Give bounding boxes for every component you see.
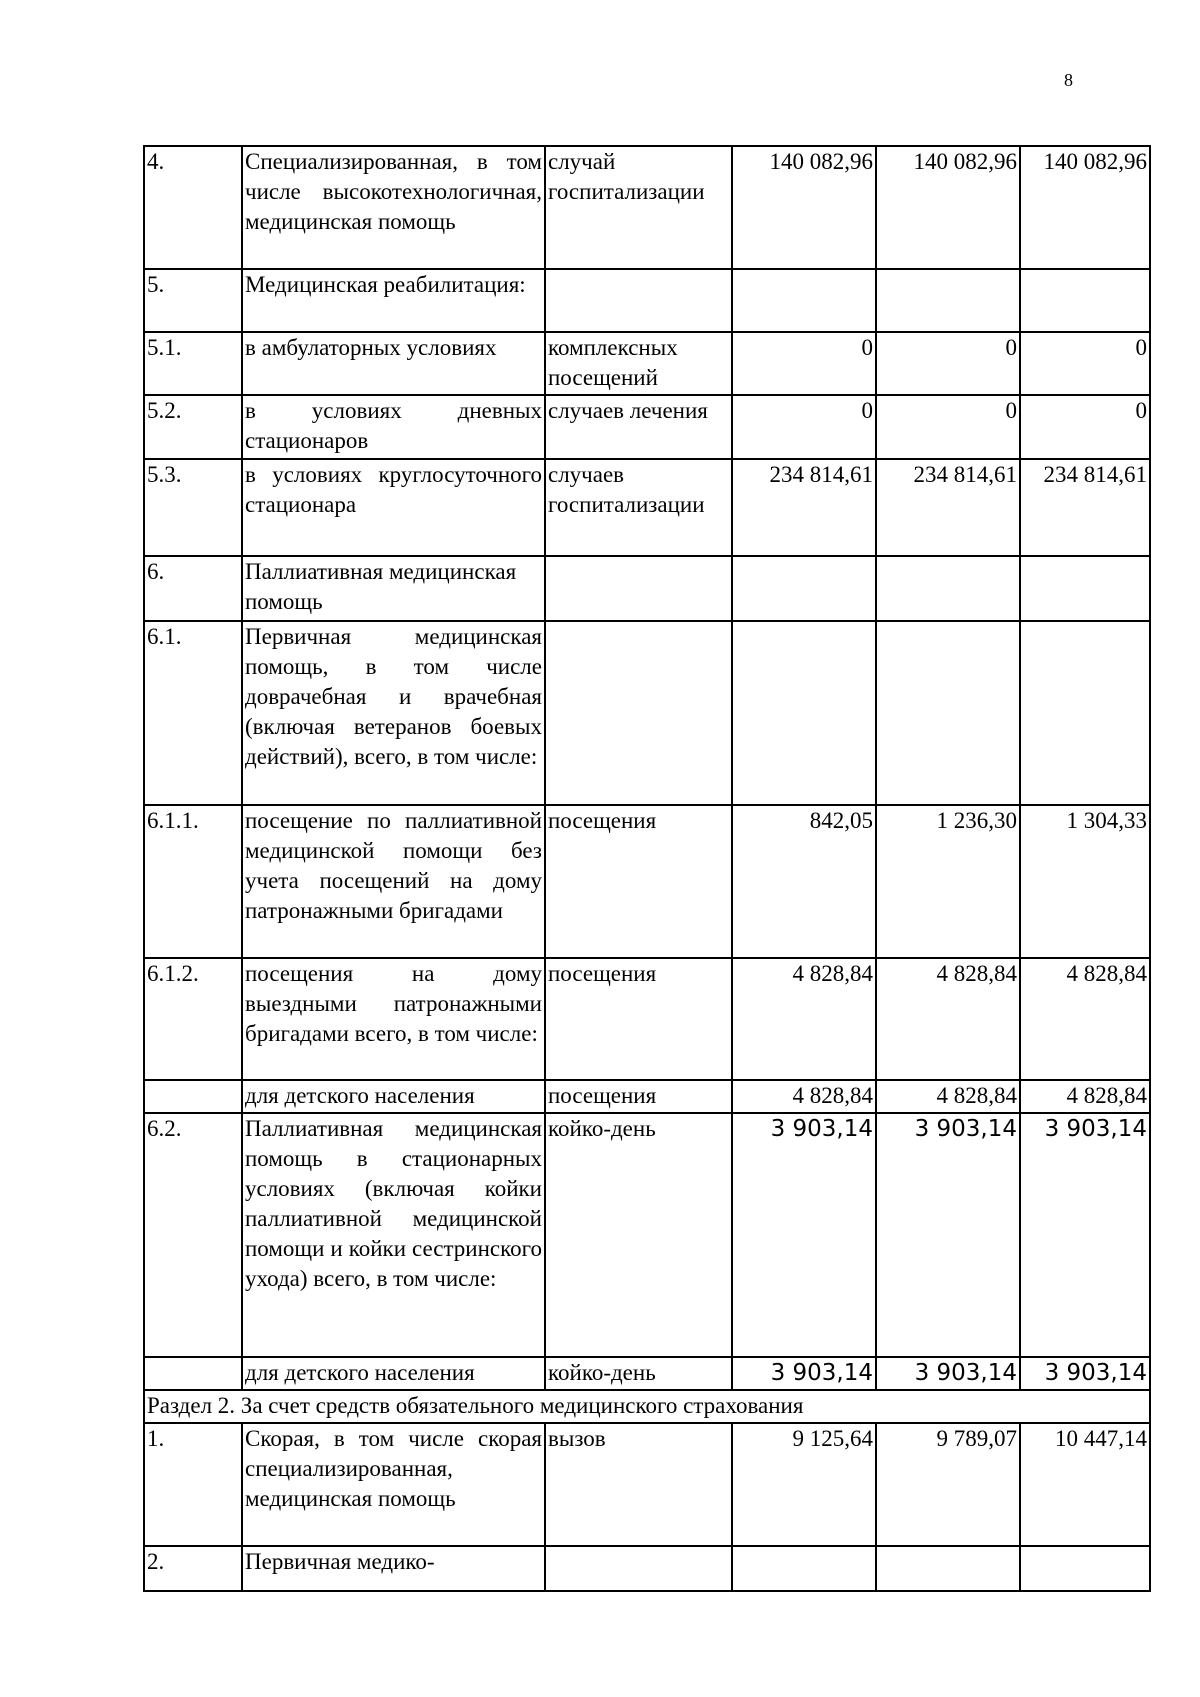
table-row: [144, 1080, 1150, 1113]
row-unit: случай госпитализации: [545, 146, 732, 269]
row-description: посещения на дому выездными патронажными бригадами всего, в том числе:: [242, 958, 545, 1080]
row-value-3: [1020, 269, 1150, 332]
row-description: Специализированная, в том числе высокотехнологичная, медицинская помощь: [242, 146, 545, 269]
row-value-2: 0: [876, 332, 1020, 395]
row-value-3: [1020, 556, 1150, 621]
page-number: 8: [1064, 70, 1073, 90]
row-value-2: 140 082,96: [876, 146, 1020, 269]
row-value-3: 1 304,33: [1020, 805, 1150, 958]
row-unit: койко-день: [545, 1357, 732, 1390]
row-value-2: 0: [876, 395, 1020, 459]
row-value-1: 0: [732, 332, 876, 395]
row-number: 2.: [144, 1546, 242, 1591]
row-value-1: 140 082,96: [732, 146, 876, 269]
row-value-1: [732, 269, 876, 332]
row-value-1: [732, 556, 876, 621]
row-unit: посещения: [545, 805, 732, 958]
row-value-3: 3 903,14: [1020, 1113, 1150, 1357]
row-description: Паллиативная медицинская помощь в стационарных условиях (включая койки паллиативной медицинской помощи и койки сестринского ухода) всего, в том числе:: [242, 1113, 545, 1357]
row-value-3: 3 903,14: [1020, 1357, 1150, 1390]
row-number: 4.: [144, 146, 242, 269]
tariff-table: [143, 145, 1151, 1592]
row-value-1: 4 828,84: [732, 958, 876, 1080]
table-row: [144, 621, 1150, 805]
table-row: [144, 395, 1150, 459]
row-number: 5.2.: [144, 395, 242, 459]
row-value-1: 0: [732, 395, 876, 459]
row-description: посещение по паллиативной медицинской помощи без учета посещений на дому патронажными бригадами: [242, 805, 545, 958]
row-unit: случаев госпитализации: [545, 459, 732, 556]
row-unit: случаев лечения: [545, 395, 732, 459]
row-value-3: 4 828,84: [1020, 958, 1150, 1080]
table-row: [144, 556, 1150, 621]
row-description: в амбулаторных условиях: [242, 332, 545, 395]
row-value-3: 0: [1020, 332, 1150, 395]
row-unit: [545, 621, 732, 805]
row-unit: [545, 269, 732, 332]
row-number: 6.1.: [144, 621, 242, 805]
table-row: [144, 146, 1150, 269]
row-number: [144, 1080, 242, 1113]
table-row: [144, 1546, 1150, 1591]
row-description: для детского населения: [242, 1357, 545, 1390]
row-unit: посещения: [545, 1080, 732, 1113]
table-row: [144, 459, 1150, 556]
row-value-2: 4 828,84: [876, 1080, 1020, 1113]
row-value-1: 4 828,84: [732, 1080, 876, 1113]
row-description: Первичная медицинская помощь, в том числе доврачебная и врачебная (включая ветеранов боевых действий), всего, в том числе:: [242, 621, 545, 805]
row-unit: посещения: [545, 958, 732, 1080]
table-row: [144, 269, 1150, 332]
row-description: Паллиативная медицинская помощь: [242, 556, 545, 621]
table-row: [144, 332, 1150, 395]
row-value-3: 10 447,14: [1020, 1423, 1150, 1546]
section-2-title: Раздел 2. За счет средств обязательного медицинского страхования: [144, 1390, 1150, 1423]
row-value-2: [876, 621, 1020, 805]
row-description: в условиях круглосуточного стационара: [242, 459, 545, 556]
row-value-1: 842,05: [732, 805, 876, 958]
row-value-1: 234 814,61: [732, 459, 876, 556]
row-value-3: 4 828,84: [1020, 1080, 1150, 1113]
section-header-row: [144, 1390, 1150, 1423]
row-number: 1.: [144, 1423, 242, 1546]
row-number: 6.: [144, 556, 242, 621]
row-description: Скорая, в том числе скорая специализированная, медицинская помощь: [242, 1423, 545, 1546]
row-unit: вызов: [545, 1423, 732, 1546]
table-row: [144, 1423, 1150, 1546]
table-row: [144, 1113, 1150, 1357]
row-value-2: 234 814,61: [876, 459, 1020, 556]
row-number: 5.1.: [144, 332, 242, 395]
row-value-2: 9 789,07: [876, 1423, 1020, 1546]
row-value-2: [876, 556, 1020, 621]
row-value-2: 3 903,14: [876, 1357, 1020, 1390]
table-row: [144, 1357, 1150, 1390]
row-description: Медицинская реабилитация:: [242, 269, 545, 332]
row-value-2: 1 236,30: [876, 805, 1020, 958]
row-value-1: 3 903,14: [732, 1357, 876, 1390]
row-description: Первичная медико-: [242, 1546, 545, 1591]
row-value-1: 9 125,64: [732, 1423, 876, 1546]
row-description: для детского населения: [242, 1080, 545, 1113]
row-unit: [545, 556, 732, 621]
row-value-1: [732, 621, 876, 805]
row-unit: [545, 1546, 732, 1591]
row-description: в условиях дневных стационаров: [242, 395, 545, 459]
row-value-3: 0: [1020, 395, 1150, 459]
row-value-3: [1020, 621, 1150, 805]
row-number: [144, 1357, 242, 1390]
row-value-2: 4 828,84: [876, 958, 1020, 1080]
row-number: 6.2.: [144, 1113, 242, 1357]
row-unit: койко-день: [545, 1113, 732, 1357]
table-row: [144, 958, 1150, 1080]
row-number: 6.1.1.: [144, 805, 242, 958]
row-value-1: [732, 1546, 876, 1591]
row-number: 6.1.2.: [144, 958, 242, 1080]
row-number: 5.3.: [144, 459, 242, 556]
row-value-1: 3 903,14: [732, 1113, 876, 1357]
row-value-2: [876, 1546, 1020, 1591]
row-value-2: 3 903,14: [876, 1113, 1020, 1357]
row-number: 5.: [144, 269, 242, 332]
row-unit: комплексных посещений: [545, 332, 732, 395]
table-row: [144, 805, 1150, 958]
row-value-2: [876, 269, 1020, 332]
row-value-3: 140 082,96: [1020, 146, 1150, 269]
row-value-3: [1020, 1546, 1150, 1591]
row-value-3: 234 814,61: [1020, 459, 1150, 556]
